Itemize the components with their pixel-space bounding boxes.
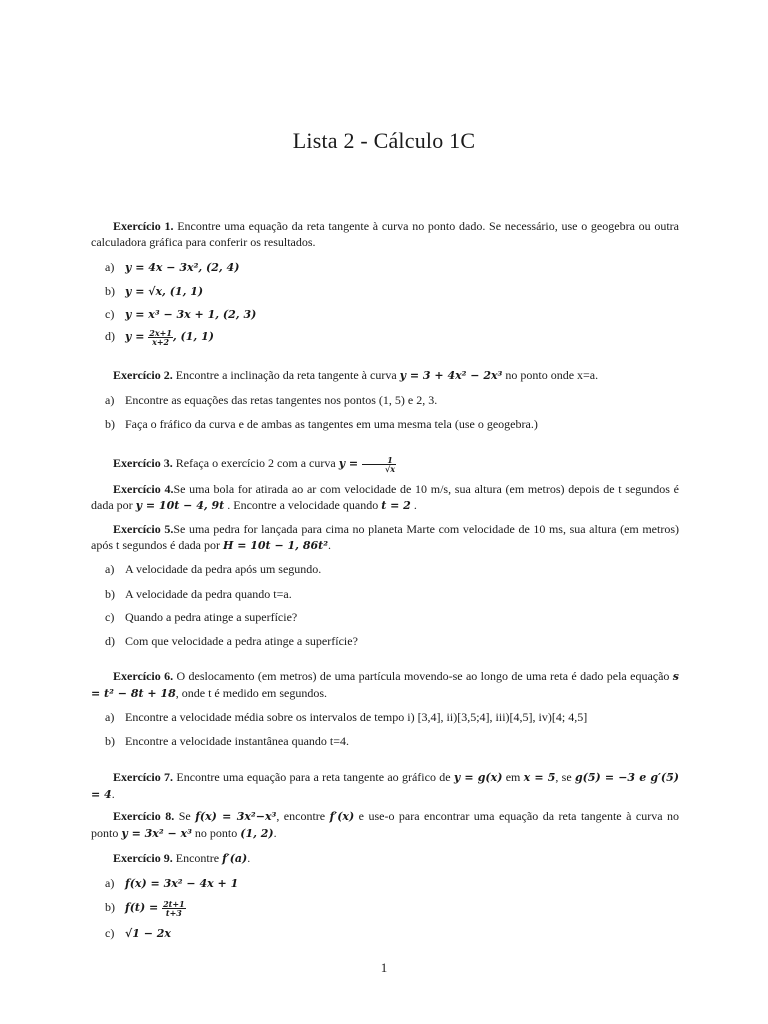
- fraction: $\frac{1}{√x}$: [362, 456, 396, 473]
- fraction: $\frac{2t+1}{t+3}$: [163, 898, 185, 918]
- exercise-7-label: Exercício 7.: [113, 770, 174, 784]
- exercise-2: Exercício 2. Encontre a inclinação da reta tangente à curva y = 3 + 4x² − 2x³ no ponto onde x=a.: [113, 368, 599, 382]
- exercise-9-label: Exercício 9.: [113, 851, 173, 865]
- exercise-6-item-b: b) Encontre a velocidade instantânea quando t=4.: [105, 734, 350, 748]
- exercise-1-text: Encontre uma equação da reta tangente à curva no ponto dado. Se necessário, use o geogebra ou outra calculadora gráfica para conferir os resultados.: [91, 219, 679, 249]
- exercise-1-item-c: c) y = x³ − 3x + 1, (2, 3): [105, 307, 257, 321]
- exercise-8: Exercício 8. Se f(x) = 3x²−x³, encontre f′(x) e use-o para encontrar uma equação da reta tangente à curva no ponto y = 3x² − x³ no ponto (1, 2).: [91, 809, 679, 840]
- exercise-9-item-a: a) f(x) = 3x² − 4x + 1: [105, 876, 239, 890]
- exercise-8-label: Exercício 8.: [113, 809, 175, 823]
- exercise-6: Exercício 6. O deslocamento (em metros) de uma partícula movendo-se ao longo de uma reta é dado pela equação s = t² − 8t + 18, onde t é medido em segundos.: [91, 669, 679, 700]
- exercise-4-label: Exercício 4.: [113, 482, 174, 496]
- exercise-1-label: Exercício 1.: [113, 219, 174, 233]
- exercise-1-item-d: d) y = $\frac{2x+1}{x+2}$ , (1, 1): [105, 327, 214, 347]
- exercise-4: Exercício 4.Se uma bola for atirada ao ar com velocidade de 10 m/s, sua altura (em metros) depois de t segundos é dada por y = 10t − 4, 9t . Encontre a velocidade quando t = 2 .: [91, 482, 679, 512]
- exercise-5-label: Exercício 5.: [113, 522, 174, 536]
- exercise-3-label: Exercício 3.: [113, 456, 173, 470]
- exercise-5: Exercício 5.Se uma pedra for lançada para cima no planeta Marte com velocidade de 10 ms, sua altura (em metros) após t segundos é dada por H = 10t − 1, 86t².: [91, 522, 680, 552]
- page-number: 1: [380, 960, 388, 975]
- exercise-5-item-b: b) A velocidade da pedra quando t=a.: [105, 587, 292, 601]
- exercise-1: [91, 218, 679, 250]
- exercise-5-item-d: d) Com que velocidade a pedra atinge a superfície?: [105, 634, 358, 648]
- exercise-2-item-a: a) Encontre as equações das retas tangentes nos pontos (1, 5) e 2, 3.: [105, 393, 438, 407]
- exercise-5-item-a: a) A velocidade da pedra após um segundo.: [105, 562, 322, 576]
- exercise-7: Exercício 7. Encontre uma equação para a reta tangente ao gráfico de y = g(x) em x = 5, se g(5) = −3 e g′(5) = 4.: [91, 770, 679, 801]
- exercise-2-item-b: b) Faça o fráfico da curva e de ambas as tangentes em uma mesma tela (use o geogebra.): [105, 417, 538, 431]
- exercise-6-item-a: a) Encontre a velocidade média sobre os intervalos de tempo i) [3,4], ii)[3,5;4], iii)[4,5], iv)[4; 4,5]: [105, 710, 588, 724]
- exercise-9-item-c: c) √1 − 2x: [105, 926, 171, 940]
- exercise-2-label: Exercício 2.: [113, 368, 173, 382]
- exercise-9: Exercício 9. Encontre f′(a).: [113, 851, 251, 865]
- fraction: $\frac{2x+1}{x+2}$: [149, 327, 172, 347]
- page-title: Lista 2 - Cálculo 1C: [292, 128, 476, 153]
- exercise-1-item-b: b) y = √x, (1, 1): [105, 284, 204, 298]
- exercise-5-item-c: c) Quando a pedra atinge a superfície?: [105, 610, 298, 624]
- exercise-1-item-a: a) y = 4x − 3x², (2, 4): [105, 260, 240, 274]
- exercise-6-label: Exercício 6.: [113, 669, 174, 683]
- exercise-9-item-b: b) f(t) = $\frac{2t+1}{t+3}$: [105, 898, 185, 918]
- exercise-3: Exercício 3. Refaça o exercício 2 com a curva y = $\frac{1}{√x}$: [113, 454, 395, 474]
